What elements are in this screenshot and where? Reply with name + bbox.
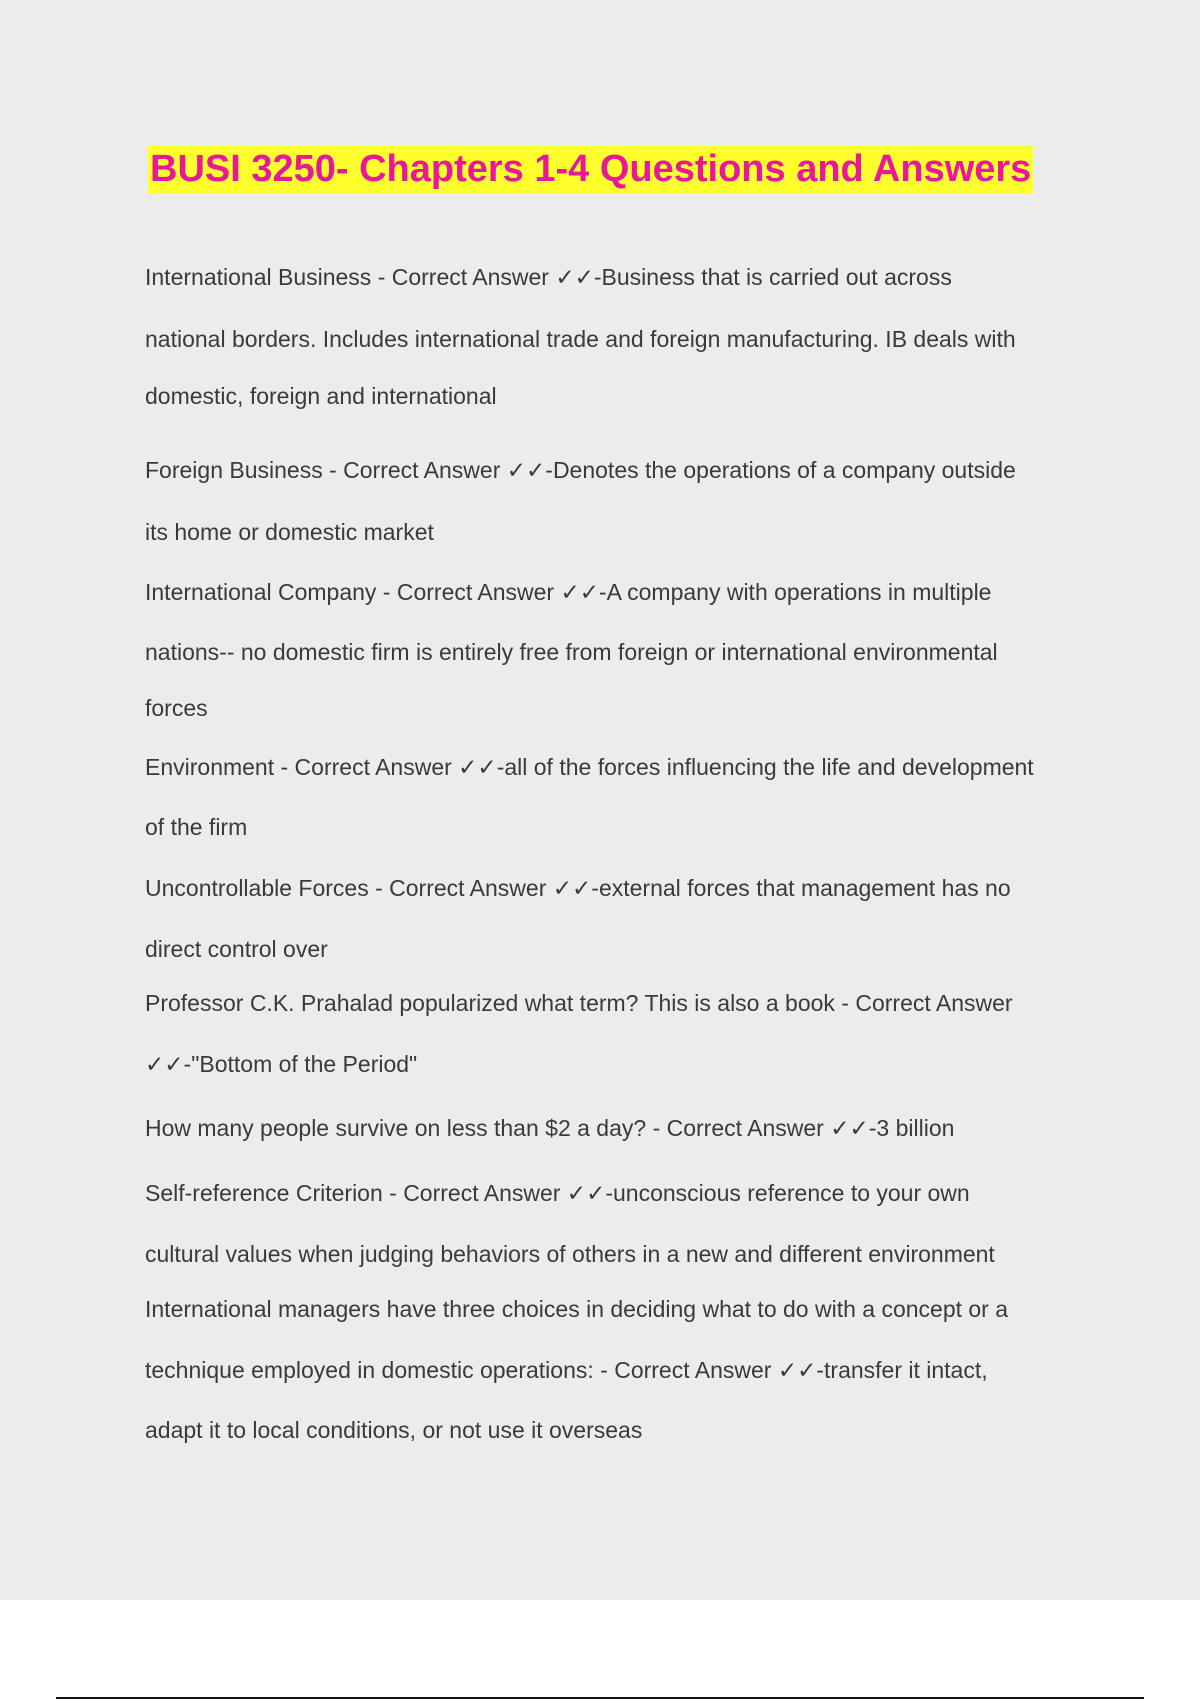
text-line: Self-reference Criterion - Correct Answer ✓✓-unconscious reference to your own bbox=[145, 1180, 970, 1206]
text-line: International Business - Correct Answer ✓✓-Business that is carried out across bbox=[145, 264, 952, 290]
text-line: technique employed in domestic operations: - Correct Answer ✓✓-transfer it intact, bbox=[145, 1357, 988, 1383]
text-line: of the firm bbox=[145, 814, 248, 840]
text-line: nations-- no domestic firm is entirely free from foreign or international environmental bbox=[145, 639, 998, 665]
text-line: Professor C.K. Prahalad popularized what term? This is also a book - Correct Answer bbox=[145, 990, 1013, 1016]
text-line: forces bbox=[145, 695, 208, 721]
text-line: ✓✓-"Bottom of the Period" bbox=[145, 1051, 418, 1077]
footer-divider bbox=[56, 1697, 1144, 1699]
text-line: domestic, foreign and international bbox=[145, 383, 497, 409]
text-line: Uncontrollable Forces - Correct Answer ✓✓-external forces that management has no bbox=[145, 875, 1011, 901]
text-line: national borders. Includes international trade and foreign manufacturing. IB deals with bbox=[145, 326, 1016, 352]
text-line: direct control over bbox=[145, 936, 328, 962]
text-line: its home or domestic market bbox=[145, 519, 434, 545]
text-line: Environment - Correct Answer ✓✓-all of the forces influencing the life and development bbox=[145, 754, 1034, 780]
text-line: How many people survive on less than $2 a day? - Correct Answer ✓✓-3 billion bbox=[145, 1115, 955, 1141]
text-line: adapt it to local conditions, or not use it overseas bbox=[145, 1417, 643, 1443]
document-title: BUSI 3250- Chapters 1-4 Questions and Answers bbox=[148, 146, 1033, 194]
text-line: International Company - Correct Answer ✓✓-A company with operations in multiple bbox=[145, 579, 992, 605]
text-line: International managers have three choices in deciding what to do with a concept or a bbox=[145, 1296, 1009, 1322]
text-line: cultural values when judging behaviors of others in a new and different environment bbox=[145, 1241, 995, 1267]
text-line: Foreign Business - Correct Answer ✓✓-Denotes the operations of a company outside bbox=[145, 457, 1016, 483]
